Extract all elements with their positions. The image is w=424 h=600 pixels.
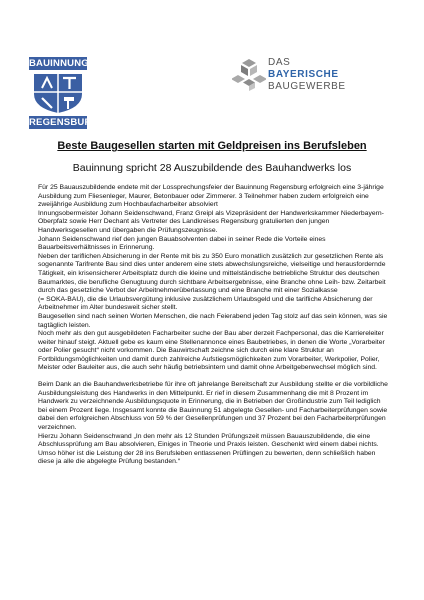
paragraph-gap: [38, 373, 390, 381]
paragraph: Für 25 Bauauszubildende endete mit der Lossprechungsfeier der Bauinnung Regensburg erfolgreich eine 3-jährige Ausbildung zum Fliesenleger, Maurer, Betonbauer oder Zimmerer. 3 Teilnehmer haben zudem erfolgreich eine zweijährige Ausbildung zum Hochbaufacharbeiter absolviert: [38, 184, 384, 209]
logo-text: [268, 57, 346, 93]
paragraph: Hierzu Johann Seidenschwand „In den mehr als 12 Stunden Prüfungszeit müssen Bauauszubildende, die eine Abschlussprüfung am Bau absolvieren, Einiges in Theorie und Praxis leisten. Geschenkt wird einem dabei nichts. Umso höher ist die Leistung der 28 ins Berufsleben entlassenen Prüflingen zu bewerten, denn schließlich haben diese ja alle die abgelegte Prüfung bestanden.“: [38, 432, 379, 466]
paragraph: Baugesellen sind nach seinen Worten Menschen, die nach Feierabend jeden Tag stolz auf das sein können, was sie tagtäglich leisten.: [38, 312, 388, 329]
paragraph: Beim Dank an die Bauhandwerksbetriebe für ihre oft jahrelange Bereitschaft zur Ausbildung stellte er die vorbildliche Ausbildungsleistung des Handwerks in den Mittelpunkt. Er rief in diesem Zusammenhang die mit 8 Prozent im Handwerk zu verzeichnende Ausbildungsquote in Erinnerung, die in Betrieben der Großindustrie zum Teil lediglich bei einem Prozent liege. Insgesamt konnte die Bauinnung 51 abgelegte Gesellen- und Facharbeiterprüfungen sowie dabei den erfolgreichen Abschluss von 59 % der Gesellenprüfungen und 37 Prozent bei den Facharbeiterprüfungen verzeichnen.: [38, 381, 388, 432]
headline: Beste Baugesellen starten mit Geldpreisen ins Berufsleben: [57, 140, 367, 152]
bauinnung-logo: [29, 57, 100, 129]
paragraph: Neben der tariflichen Absicherung in der Rente mit bis zu 350 Euro monatlich zusätzlich zur gesetzlichen Rente als sogenannte Tarifrente Bau sind dies unter anderem eine stets abwechslungsreiche, vielseitige und herausfordernde Tätigkeit, ein krisensicherer Arbeitsplatz durch die kleine und mittelständische betriebliche Struktur des deutschen Baumarktes, die berufliche Genugtuung durch sichtbare Arbeitsergebnisse, eine Branche ohne Leih- bzw. Zeitarbeit durch das gesetzliche Verbot der Arbeitnehmerüberlassung und eine Branche mit einer Sozialkasse: [38, 252, 386, 295]
logo-text-line2: BAYERISCHE: [268, 69, 339, 80]
cube-emblem-icon: [232, 57, 266, 91]
logo-bottom-label: REGENSBURG: [29, 117, 100, 128]
shield-emblem-icon: [32, 72, 84, 114]
logo-text-line1: DAS: [268, 57, 291, 68]
article-body: [38, 184, 390, 467]
logo-top-label: BAUINNUNG: [29, 58, 89, 69]
subheadline: Bauinnung spricht 28 Auszubildende des Bauhandwerks los: [72, 162, 352, 174]
paragraph: Noch mehr als den gut ausgebildeten Facharbeiter suche der Bau aber derzeit Fachpersonal, das die Karriereleiter weiter hinauf steigt. Aktuell gebe es kaum eine Stellenannonce eines Baubetriebes, in denen die Worte „Vorarbeiter oder Polier gesucht“ nicht vorkommen. Die Bauwirtschaft zeichne sich durch eine klare Struktur an Fortbildungsmöglichkeiten und damit durch zahlreiche Aufstiegsmöglichkeiten zum Vorarbeiter, Werkpolier, Polier, Meister oder Bauleiter aus, die auch sehr häufig betriebsintern und damit ohne Arbeitgeberwechsel möglich sind.: [38, 330, 385, 372]
paragraph: Johann Seidenschwand rief den jungen Bauabsolventen dabei in seiner Rede die Vorteile eines Bauarbeitsverhältnisses in Erinnerung.: [38, 235, 326, 252]
paragraph: Innungsobermeister Johann Seidenschwand, Franz Greipl als Vizepräsident der Handwerkskammer Niederbayern-Oberpfalz sowie Herr Dechant als Vertreter des Landkreises Regensburg gratulierten den jungen Handwerksgesellen und übergaben die Prüfungszeugnisse.: [38, 209, 384, 234]
logo-text-line3: BAUGEWERBE: [268, 81, 346, 92]
paragraph: (= SOKA-BAU), die die Urlaubsvergütung inklusive zusätzlichem Urlaubsgeld und die tarifliche Absicherung der Arbeitnehmer im Alter bundesweit sicher stellt.: [38, 295, 373, 312]
bayerische-baugewerbe-logo: [232, 55, 382, 97]
